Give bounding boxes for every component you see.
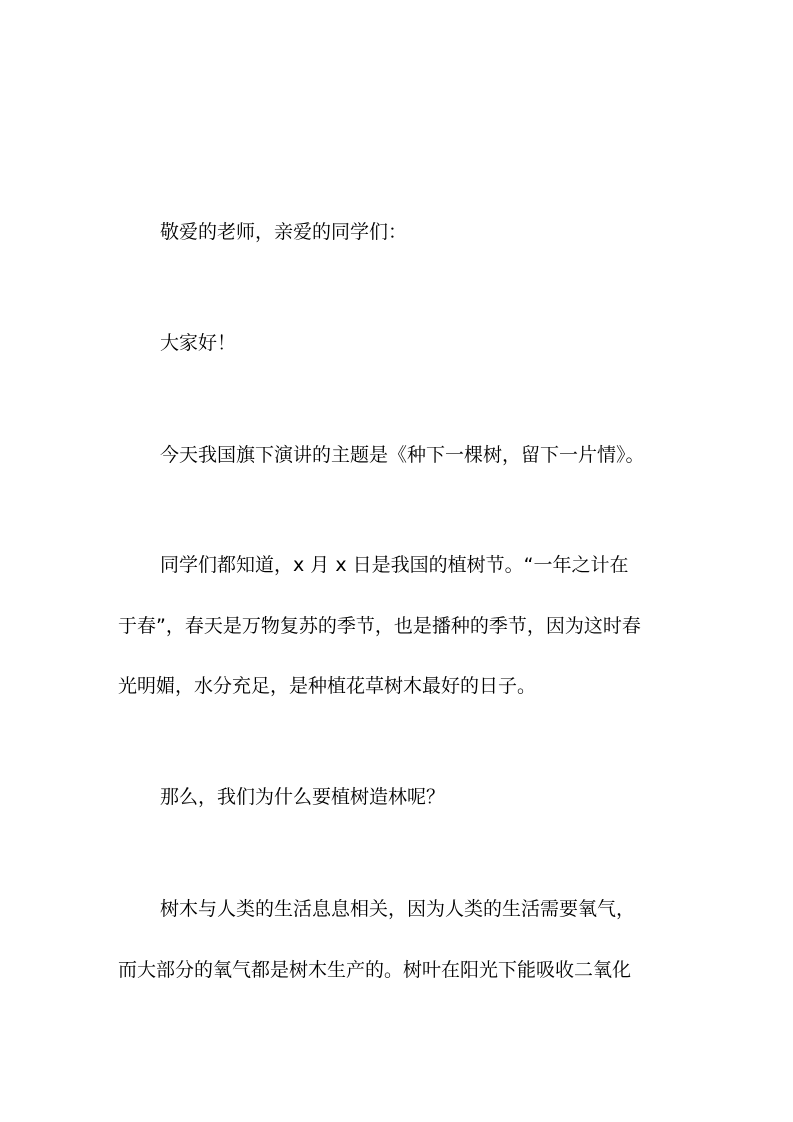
question-line: 那么，我们为什么要植树造林呢？ (160, 786, 446, 808)
paragraph-line: 光明媚，水分充足，是种植花草树木最好的日子。 (118, 675, 537, 697)
topic-line: 今天我国旗下演讲的主题是《种下一棵树，留下一片情》。 (160, 444, 645, 466)
paragraph-line: 而大部分的氧气都是树木生产的。树叶在阳光下能吸收二氧化 (118, 959, 632, 981)
paragraph-line: 于春”，春天是万物复苏的季节，也是播种的季节，因为这时春 (118, 615, 641, 637)
salutation-line: 大家好！ (160, 332, 237, 354)
greeting-line: 敬爱的老师，亲爱的同学们： (160, 221, 408, 243)
paragraph-line: 树木与人类的生活息息相关，因为人类的生活需要氧气， (160, 898, 636, 920)
paragraph-line: 同学们都知道，x 月 x 日是我国的植树节。“一年之计在 (160, 554, 629, 576)
